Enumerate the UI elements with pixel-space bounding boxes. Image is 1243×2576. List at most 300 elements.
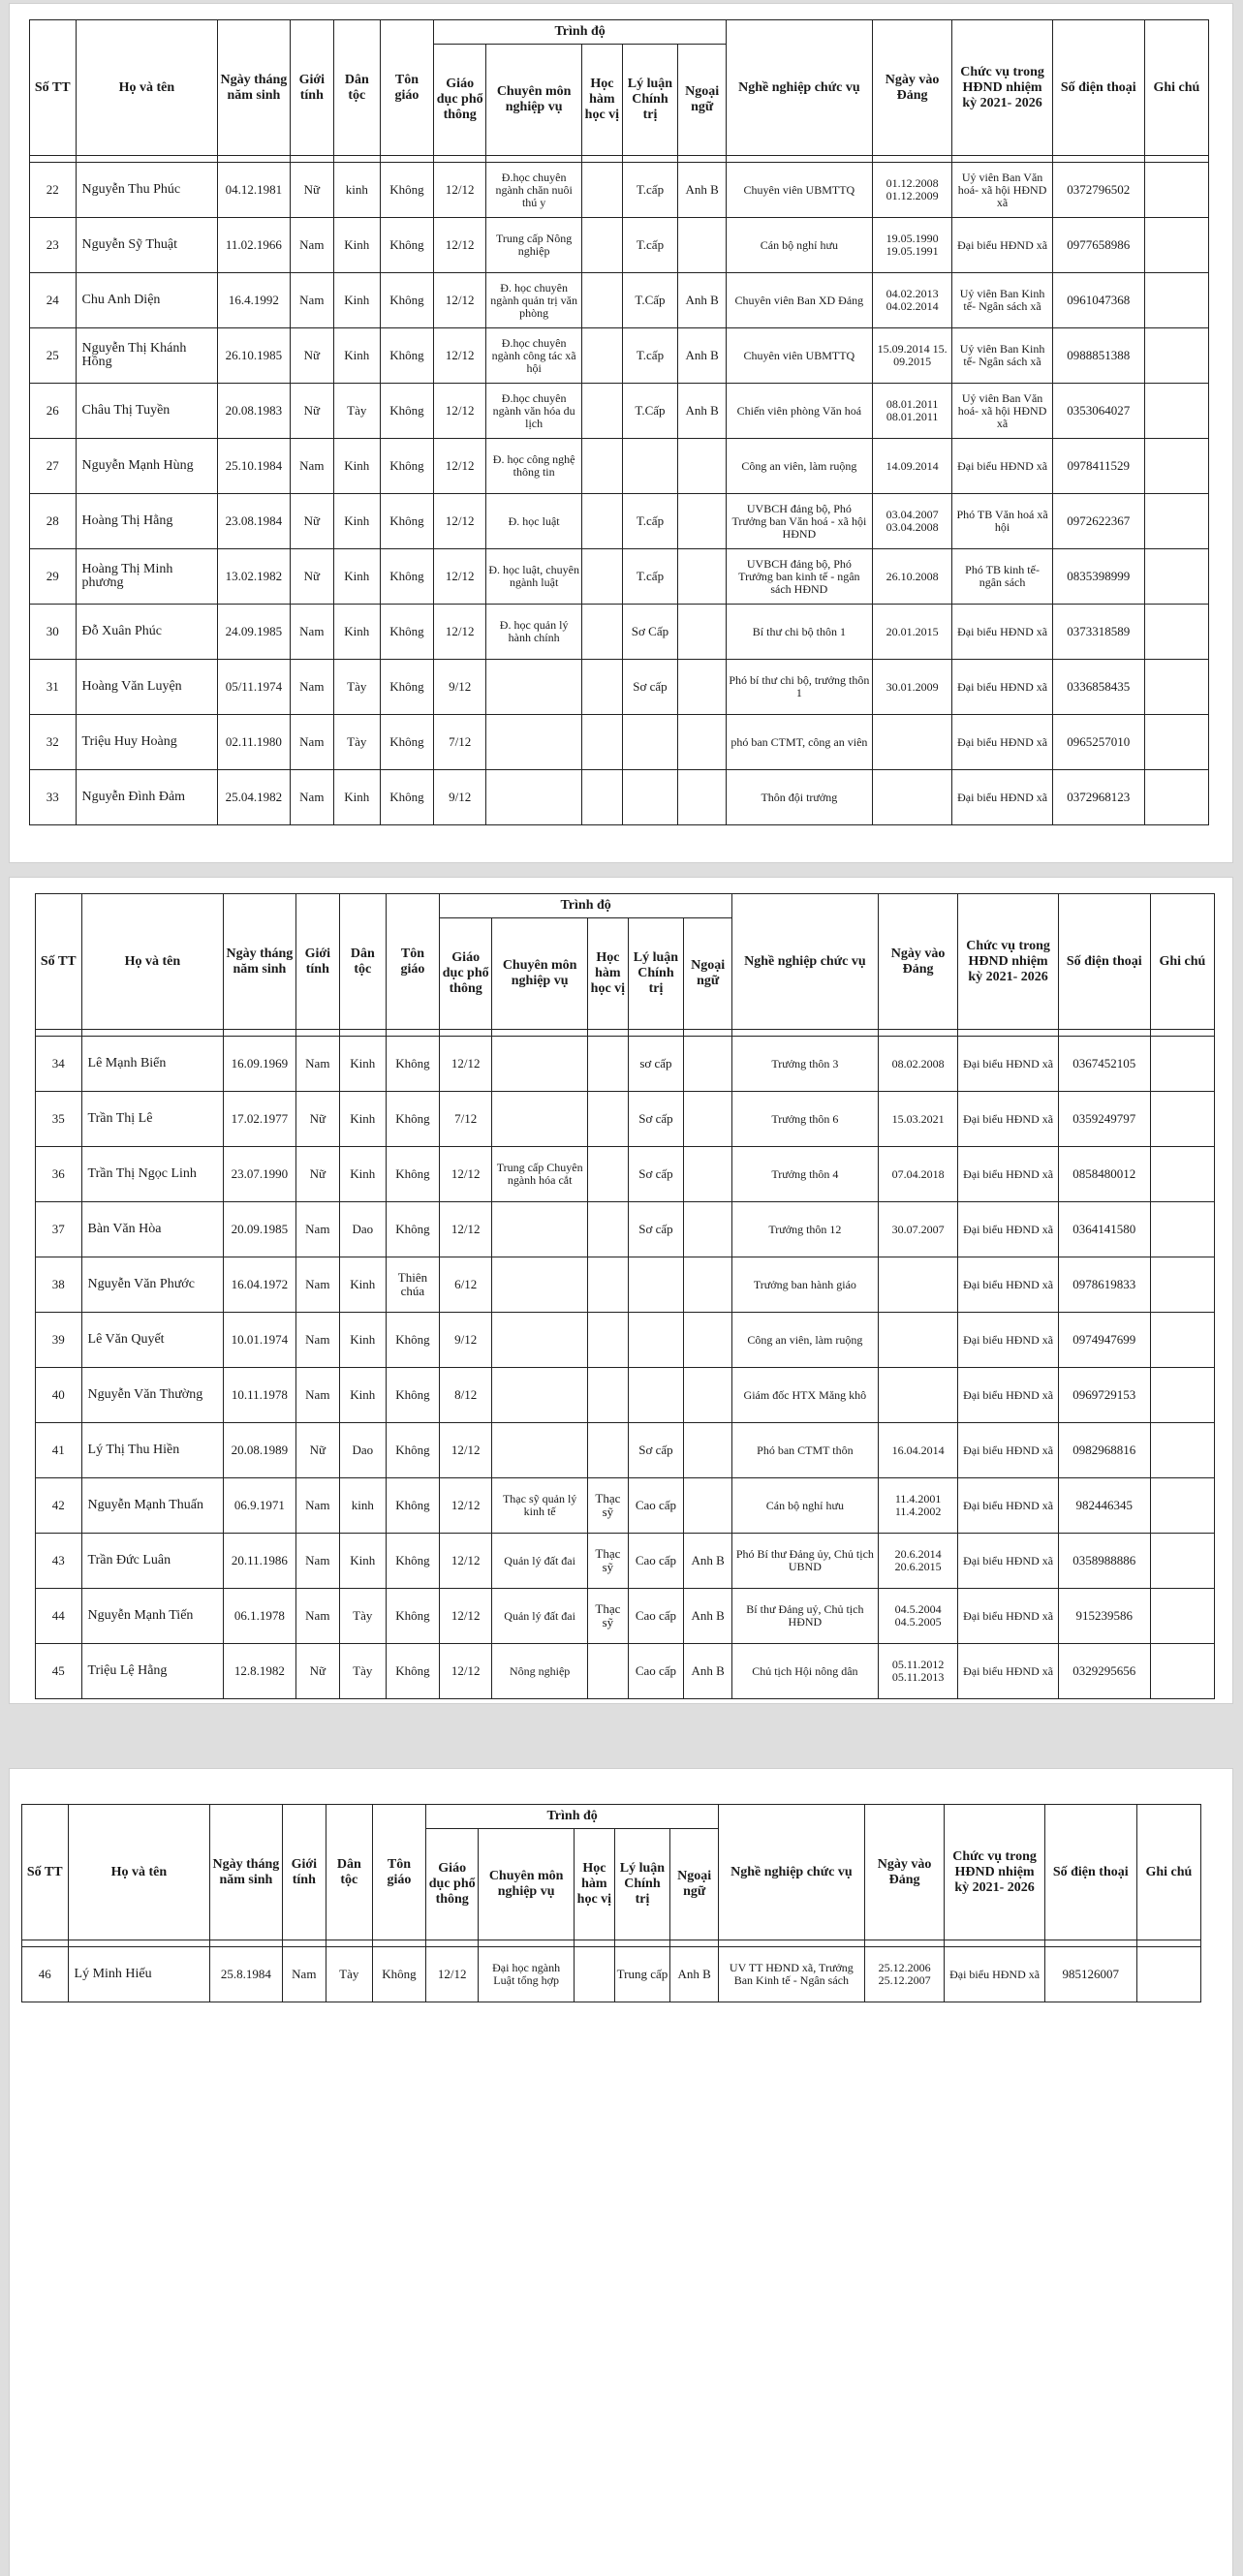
- cell-occupation: Trưởng ban hành giáo: [731, 1257, 878, 1313]
- cell-general-education: 12/12: [440, 1478, 492, 1534]
- cell-general-education: 12/12: [434, 163, 486, 218]
- header-note: Ghi chú: [1136, 1805, 1200, 1940]
- cell-ethnicity: Kinh: [334, 218, 381, 273]
- header-party-date: Ngày vào Đảng: [878, 894, 958, 1030]
- header-political-theory: Lý luận Chính trị: [622, 45, 678, 156]
- cell-note: [1150, 1478, 1214, 1534]
- separator-cell: [958, 1030, 1058, 1037]
- cell-political-theory: T.cấp: [622, 549, 678, 605]
- header-full-name: Họ và tên: [81, 894, 224, 1030]
- header-ethnicity: Dân tộc: [334, 20, 381, 156]
- cell-specialty: Quản lý đất đai: [492, 1589, 588, 1644]
- header-phone: Số điện thoại: [1052, 20, 1144, 156]
- cell-stt: 23: [30, 218, 77, 273]
- cell-foreign-language: [684, 1313, 732, 1368]
- cell-gender: Nữ: [295, 1644, 339, 1699]
- cell-religion: Không: [380, 770, 434, 825]
- cell-party-date: 30.07.2007: [878, 1202, 958, 1257]
- table-row: [30, 163, 1209, 218]
- cell-political-theory: [622, 715, 678, 770]
- cell-birthdate: 05/11.1974: [218, 660, 290, 715]
- cell-birthdate: 04.12.1981: [218, 163, 290, 218]
- cell-general-education: 12/12: [434, 273, 486, 328]
- cell-party-date: [872, 770, 952, 825]
- cell-name: Lý Minh Hiếu: [68, 1947, 210, 2002]
- separator-cell: [36, 1030, 82, 1037]
- cell-party-date: 25.12.2006 25.12.2007: [864, 1947, 945, 2002]
- cell-name: Nguyễn Mạnh Tiến: [81, 1589, 224, 1644]
- cell-foreign-language: [684, 1368, 732, 1423]
- cell-party-date: 19.05.1990 19.05.1991: [872, 218, 952, 273]
- cell-foreign-language: [678, 715, 727, 770]
- cell-ethnicity: Kinh: [340, 1037, 387, 1092]
- cell-gender: Nam: [295, 1368, 339, 1423]
- cell-academic-title: [588, 1368, 628, 1423]
- header-foreign-language: Ngoại ngữ: [684, 918, 732, 1030]
- cell-stt: 31: [30, 660, 77, 715]
- cell-council-position: Uỷ viên Ban Văn hoá- xã hội HĐND xã: [952, 163, 1052, 218]
- cell-gender: Nam: [295, 1202, 339, 1257]
- cell-name: Nguyễn Đình Đảm: [76, 770, 218, 825]
- cell-foreign-language: [678, 770, 727, 825]
- header-academic-title: Học hàm học vị: [588, 918, 628, 1030]
- cell-phone: 0358988886: [1058, 1534, 1150, 1589]
- cell-ethnicity: Tày: [340, 1644, 387, 1699]
- table-row: [36, 1147, 1215, 1202]
- separator-cell: [628, 1030, 684, 1037]
- cell-gender: Nữ: [290, 328, 333, 384]
- cell-academic-title: [582, 218, 622, 273]
- header-birthdate: Ngày tháng năm sinh: [210, 1805, 282, 1940]
- cell-ethnicity: Kinh: [340, 1534, 387, 1589]
- cell-gender: Nam: [290, 660, 333, 715]
- cell-political-theory: T.cấp: [622, 163, 678, 218]
- cell-birthdate: 10.01.1974: [224, 1313, 295, 1368]
- cell-stt: 26: [30, 384, 77, 439]
- cell-religion: Không: [386, 1147, 440, 1202]
- cell-note: [1144, 218, 1208, 273]
- cell-ethnicity: kinh: [340, 1478, 387, 1534]
- cell-council-position: Đại biểu HĐND xã: [958, 1423, 1058, 1478]
- cell-foreign-language: Anh B: [678, 328, 727, 384]
- table-row: [22, 1947, 1201, 2002]
- cell-occupation: Phó ban CTMT thôn: [731, 1423, 878, 1478]
- cell-council-position: Đại biểu HĐND xã: [958, 1534, 1058, 1589]
- cell-name: Triệu Huy Hoàng: [76, 715, 218, 770]
- cell-occupation: Bí thư chi bộ thôn 1: [726, 605, 872, 660]
- cell-religion: Không: [380, 218, 434, 273]
- cell-name: Trần Đức Luân: [81, 1534, 224, 1589]
- cell-ethnicity: Kinh: [340, 1092, 387, 1147]
- cell-birthdate: 10.11.1978: [224, 1368, 295, 1423]
- header-phone: Số điện thoại: [1058, 894, 1150, 1030]
- cell-council-position: Đại biểu HĐND xã: [952, 715, 1052, 770]
- table-row: [36, 1313, 1215, 1368]
- separator-cell: [864, 1940, 945, 1947]
- cell-occupation: Chiến viên phòng Văn hoá: [726, 384, 872, 439]
- cell-religion: Không: [380, 549, 434, 605]
- separator-cell: [440, 1030, 492, 1037]
- cell-political-theory: T.Cấp: [622, 384, 678, 439]
- cell-religion: Không: [380, 439, 434, 494]
- cell-religion: Không: [386, 1644, 440, 1699]
- cell-gender: Nam: [295, 1037, 339, 1092]
- cell-birthdate: 12.8.1982: [224, 1644, 295, 1699]
- cell-note: [1144, 439, 1208, 494]
- cell-ethnicity: Kinh: [334, 605, 381, 660]
- cell-political-theory: [622, 770, 678, 825]
- header-general-education: Giáo dục phổ thông: [426, 1829, 479, 1940]
- cell-political-theory: T.cấp: [622, 218, 678, 273]
- cell-general-education: 9/12: [440, 1313, 492, 1368]
- cell-foreign-language: [678, 218, 727, 273]
- cell-birthdate: 23.07.1990: [224, 1147, 295, 1202]
- separator-cell: [68, 1940, 210, 1947]
- cell-stt: 42: [36, 1478, 82, 1534]
- table-row: [30, 218, 1209, 273]
- header-foreign-language: Ngoại ngữ: [678, 45, 727, 156]
- header-political-theory: Lý luận Chính trị: [614, 1829, 670, 1940]
- header-academic-title: Học hàm học vị: [582, 45, 622, 156]
- separator-cell: [76, 156, 218, 163]
- separator-cell: [434, 156, 486, 163]
- cell-council-position: Đại biểu HĐND xã: [958, 1202, 1058, 1257]
- cell-name: Hoàng Thị Minh phương: [76, 549, 218, 605]
- cell-gender: Nữ: [295, 1092, 339, 1147]
- separator-cell: [1058, 1030, 1150, 1037]
- cell-specialty: [492, 1257, 588, 1313]
- cell-phone: 985126007: [1044, 1947, 1136, 2002]
- cell-note: [1150, 1257, 1214, 1313]
- cell-phone: 0372968123: [1052, 770, 1144, 825]
- cell-birthdate: 02.11.1980: [218, 715, 290, 770]
- cell-gender: Nam: [295, 1257, 339, 1313]
- cell-birthdate: 23.08.1984: [218, 494, 290, 549]
- cell-note: [1144, 660, 1208, 715]
- cell-party-date: 14.09.2014: [872, 439, 952, 494]
- separator-cell: [224, 1030, 295, 1037]
- cell-birthdate: 06.9.1971: [224, 1478, 295, 1534]
- cell-specialty: Đ. học quản lý hành chính: [486, 605, 582, 660]
- cell-party-date: [872, 715, 952, 770]
- cell-foreign-language: [684, 1147, 732, 1202]
- cell-stt: 28: [30, 494, 77, 549]
- cell-religion: Không: [386, 1092, 440, 1147]
- cell-specialty: [492, 1423, 588, 1478]
- header-specialty: Chuyên môn nghiệp vụ: [479, 1829, 575, 1940]
- header-gender: Giới tính: [290, 20, 333, 156]
- header-full-name: Họ và tên: [76, 20, 218, 156]
- cell-birthdate: 20.08.1989: [224, 1423, 295, 1478]
- cell-phone: 0988851388: [1052, 328, 1144, 384]
- table-row: [36, 1423, 1215, 1478]
- cell-foreign-language: Anh B: [684, 1644, 732, 1699]
- cell-general-education: 9/12: [434, 770, 486, 825]
- cell-religion: Không: [380, 273, 434, 328]
- cell-occupation: Chủ tịch Hội nông dân: [731, 1644, 878, 1699]
- cell-gender: Nam: [290, 439, 333, 494]
- cell-phone: 0359249797: [1058, 1092, 1150, 1147]
- cell-council-position: Đại biểu HĐND xã: [952, 439, 1052, 494]
- cell-ethnicity: Kinh: [334, 273, 381, 328]
- cell-academic-title: [582, 384, 622, 439]
- table-row: [36, 1478, 1215, 1534]
- cell-religion: Không: [386, 1534, 440, 1589]
- cell-stt: 32: [30, 715, 77, 770]
- cell-academic-title: [582, 715, 622, 770]
- cell-birthdate: 24.09.1985: [218, 605, 290, 660]
- separator-cell: [340, 1030, 387, 1037]
- cell-stt: 44: [36, 1589, 82, 1644]
- cell-specialty: Trung cấp Chuyên ngành hóa cắt: [492, 1147, 588, 1202]
- cell-council-position: Uỷ viên Ban Văn hoá- xã hội HĐND xã: [952, 384, 1052, 439]
- cell-council-position: Đại biểu HĐND xã: [958, 1478, 1058, 1534]
- cell-phone: 0974947699: [1058, 1313, 1150, 1368]
- cell-phone: 0835398999: [1052, 549, 1144, 605]
- cell-note: [1144, 770, 1208, 825]
- cell-ethnicity: Tày: [326, 1947, 373, 2002]
- cell-specialty: Trung cấp Nông nghiệp: [486, 218, 582, 273]
- cell-specialty: Đ.học chuyên ngành văn hóa du lịch: [486, 384, 582, 439]
- header-full-name: Họ và tên: [68, 1805, 210, 1940]
- cell-ethnicity: Kinh: [334, 439, 381, 494]
- cell-political-theory: Sơ cấp: [628, 1147, 684, 1202]
- cell-occupation: Chuyên viên UBMTTQ: [726, 163, 872, 218]
- cell-stt: 27: [30, 439, 77, 494]
- cell-academic-title: [582, 605, 622, 660]
- document-page-2: [10, 878, 1232, 1703]
- cell-phone: 0372796502: [1052, 163, 1144, 218]
- cell-general-education: 12/12: [434, 439, 486, 494]
- cell-occupation: Trưởng thôn 3: [731, 1037, 878, 1092]
- cell-occupation: Trưởng thôn 4: [731, 1147, 878, 1202]
- separator-cell: [372, 1940, 426, 1947]
- cell-phone: 0977658986: [1052, 218, 1144, 273]
- cell-birthdate: 13.02.1982: [218, 549, 290, 605]
- cell-academic-title: [588, 1423, 628, 1478]
- cell-occupation: Chuyên viên UBMTTQ: [726, 328, 872, 384]
- cell-gender: Nam: [290, 715, 333, 770]
- header-gender: Giới tính: [295, 894, 339, 1030]
- cell-ethnicity: Kinh: [340, 1257, 387, 1313]
- cell-phone: 0373318589: [1052, 605, 1144, 660]
- candidate-table-page-1: [29, 19, 1209, 825]
- cell-occupation: UVBCH đảng bộ, Phó Trưởng ban Văn hoá - xã hội HĐND: [726, 494, 872, 549]
- cell-phone: 0367452105: [1058, 1037, 1150, 1092]
- cell-occupation: Cán bộ nghỉ hưu: [726, 218, 872, 273]
- cell-gender: Nam: [295, 1534, 339, 1589]
- cell-foreign-language: [684, 1478, 732, 1534]
- cell-note: [1144, 328, 1208, 384]
- header-religion: Tôn giáo: [386, 894, 440, 1030]
- cell-phone: 0972622367: [1052, 494, 1144, 549]
- cell-political-theory: Sơ cấp: [628, 1092, 684, 1147]
- cell-foreign-language: [678, 549, 727, 605]
- table-row: [30, 715, 1209, 770]
- separator-cell: [614, 1940, 670, 1947]
- cell-council-position: Đại biểu HĐND xã: [952, 218, 1052, 273]
- cell-phone: 0329295656: [1058, 1644, 1150, 1699]
- cell-political-theory: sơ cấp: [628, 1037, 684, 1092]
- cell-gender: Nam: [295, 1478, 339, 1534]
- cell-foreign-language: [684, 1202, 732, 1257]
- cell-note: [1150, 1368, 1214, 1423]
- cell-name: Bàn Văn Hòa: [81, 1202, 224, 1257]
- cell-academic-title: [588, 1147, 628, 1202]
- separator-cell: [334, 156, 381, 163]
- cell-party-date: 15.03.2021: [878, 1092, 958, 1147]
- cell-political-theory: T.cấp: [622, 494, 678, 549]
- cell-note: [1144, 494, 1208, 549]
- cell-specialty: Đ. học công nghệ thông tin: [486, 439, 582, 494]
- cell-note: [1144, 163, 1208, 218]
- cell-academic-title: [588, 1092, 628, 1147]
- cell-name: Nguyễn Mạnh Thuấn: [81, 1478, 224, 1534]
- header-specialty: Chuyên môn nghiệp vụ: [486, 45, 582, 156]
- header-party-date: Ngày vào Đảng: [864, 1805, 945, 1940]
- cell-foreign-language: [678, 494, 727, 549]
- cell-political-theory: [628, 1257, 684, 1313]
- cell-academic-title: [588, 1037, 628, 1092]
- cell-party-date: 07.04.2018: [878, 1147, 958, 1202]
- cell-general-education: 12/12: [426, 1947, 479, 2002]
- cell-foreign-language: [684, 1037, 732, 1092]
- cell-note: [1150, 1037, 1214, 1092]
- header-religion: Tôn giáo: [380, 20, 434, 156]
- cell-council-position: Đại biểu HĐND xã: [958, 1368, 1058, 1423]
- cell-party-date: 20.6.2014 20.6.2015: [878, 1534, 958, 1589]
- cell-council-position: Uỷ viên Ban Kinh tế- Ngân sách xã: [952, 328, 1052, 384]
- cell-ethnicity: Kinh: [334, 494, 381, 549]
- table-row: [36, 1368, 1215, 1423]
- cell-specialty: Đ.học chuyên ngành chăn nuôi thú y: [486, 163, 582, 218]
- cell-gender: Nam: [282, 1947, 326, 2002]
- header-council-position: Chức vụ trong HĐND nhiệm kỳ 2021- 2026: [958, 894, 1058, 1030]
- separator-cell: [210, 1940, 282, 1947]
- cell-note: [1144, 715, 1208, 770]
- cell-name: Nguyễn Văn Phước: [81, 1257, 224, 1313]
- cell-specialty: [492, 1368, 588, 1423]
- cell-academic-title: [582, 660, 622, 715]
- cell-foreign-language: Anh B: [670, 1947, 719, 2002]
- header-stt: Số TT: [36, 894, 82, 1030]
- cell-birthdate: 26.10.1985: [218, 328, 290, 384]
- cell-birthdate: 11.02.1966: [218, 218, 290, 273]
- header-ethnicity: Dân tộc: [326, 1805, 373, 1940]
- cell-religion: Không: [386, 1589, 440, 1644]
- cell-religion: Không: [386, 1037, 440, 1092]
- cell-ethnicity: Tày: [334, 660, 381, 715]
- cell-party-date: [878, 1313, 958, 1368]
- cell-note: [1150, 1313, 1214, 1368]
- cell-gender: Nữ: [295, 1423, 339, 1478]
- separator-cell: [218, 156, 290, 163]
- cell-occupation: Công an viên, làm ruộng: [731, 1313, 878, 1368]
- header-note: Ghi chú: [1150, 894, 1214, 1030]
- cell-name: Nguyễn Thị Khánh Hồng: [76, 328, 218, 384]
- cell-note: [1150, 1147, 1214, 1202]
- cell-general-education: 12/12: [434, 218, 486, 273]
- cell-religion: Không: [380, 328, 434, 384]
- cell-council-position: Đại biểu HĐND xã: [952, 605, 1052, 660]
- cell-name: Lê Văn Quyết: [81, 1313, 224, 1368]
- cell-religion: Không: [380, 494, 434, 549]
- cell-name: Nguyễn Mạnh Hùng: [76, 439, 218, 494]
- cell-birthdate: 20.08.1983: [218, 384, 290, 439]
- separator-cell: [290, 156, 333, 163]
- header-academic-title: Học hàm học vị: [575, 1829, 614, 1940]
- cell-academic-title: [582, 549, 622, 605]
- cell-party-date: 20.01.2015: [872, 605, 952, 660]
- cell-name: Nguyễn Văn Thường: [81, 1368, 224, 1423]
- separator-cell: [670, 1940, 719, 1947]
- table-row: [30, 439, 1209, 494]
- cell-party-date: 30.01.2009: [872, 660, 952, 715]
- cell-party-date: 11.4.2001 11.4.2002: [878, 1478, 958, 1534]
- cell-general-education: 12/12: [440, 1037, 492, 1092]
- cell-ethnicity: Dao: [340, 1423, 387, 1478]
- cell-religion: Không: [386, 1202, 440, 1257]
- cell-phone: 0364141580: [1058, 1202, 1150, 1257]
- header-general-education: Giáo dục phổ thông: [440, 918, 492, 1030]
- cell-stt: 35: [36, 1092, 82, 1147]
- cell-stt: 36: [36, 1147, 82, 1202]
- header-council-position: Chức vụ trong HĐND nhiệm kỳ 2021- 2026: [952, 20, 1052, 156]
- cell-ethnicity: Kinh: [340, 1147, 387, 1202]
- cell-religion: Không: [372, 1947, 426, 2002]
- separator-cell: [486, 156, 582, 163]
- header-phone: Số điện thoại: [1044, 1805, 1136, 1940]
- header-qualification-group: Trình độ: [434, 20, 727, 45]
- table-row: [36, 1092, 1215, 1147]
- header-birthdate: Ngày tháng năm sinh: [218, 20, 290, 156]
- table-row: [36, 1534, 1215, 1589]
- table-row: [30, 770, 1209, 825]
- cell-academic-title: [588, 1257, 628, 1313]
- cell-specialty: [486, 660, 582, 715]
- cell-specialty: [486, 770, 582, 825]
- separator-cell: [718, 1940, 864, 1947]
- cell-name: Lê Mạnh Biển: [81, 1037, 224, 1092]
- cell-political-theory: [628, 1368, 684, 1423]
- cell-general-education: 12/12: [440, 1423, 492, 1478]
- cell-party-date: 08.01.2011 08.01.2011: [872, 384, 952, 439]
- document-page-3: [10, 1769, 1232, 2576]
- cell-note: [1144, 273, 1208, 328]
- separator-cell: [678, 156, 727, 163]
- cell-name: Hoàng Thị Hằng: [76, 494, 218, 549]
- header-separator: [22, 1940, 1201, 1947]
- separator-cell: [1144, 156, 1208, 163]
- cell-phone: 0965257010: [1052, 715, 1144, 770]
- cell-specialty: [492, 1092, 588, 1147]
- table-row: [36, 1257, 1215, 1313]
- cell-political-theory: [628, 1313, 684, 1368]
- cell-birthdate: 16.09.1969: [224, 1037, 295, 1092]
- header-occupation: Nghề nghiệp chức vụ: [726, 20, 872, 156]
- cell-phone: 0969729153: [1058, 1368, 1150, 1423]
- cell-general-education: 8/12: [440, 1368, 492, 1423]
- cell-political-theory: Sơ cấp: [628, 1202, 684, 1257]
- header-religion: Tôn giáo: [372, 1805, 426, 1940]
- cell-ethnicity: Kinh: [340, 1313, 387, 1368]
- cell-occupation: Công an viên, làm ruộng: [726, 439, 872, 494]
- cell-stt: 34: [36, 1037, 82, 1092]
- separator-cell: [326, 1940, 373, 1947]
- cell-party-date: 26.10.2008: [872, 549, 952, 605]
- header-party-date: Ngày vào Đảng: [872, 20, 952, 156]
- cell-specialty: Đ.học chuyên ngành công tác xã hội: [486, 328, 582, 384]
